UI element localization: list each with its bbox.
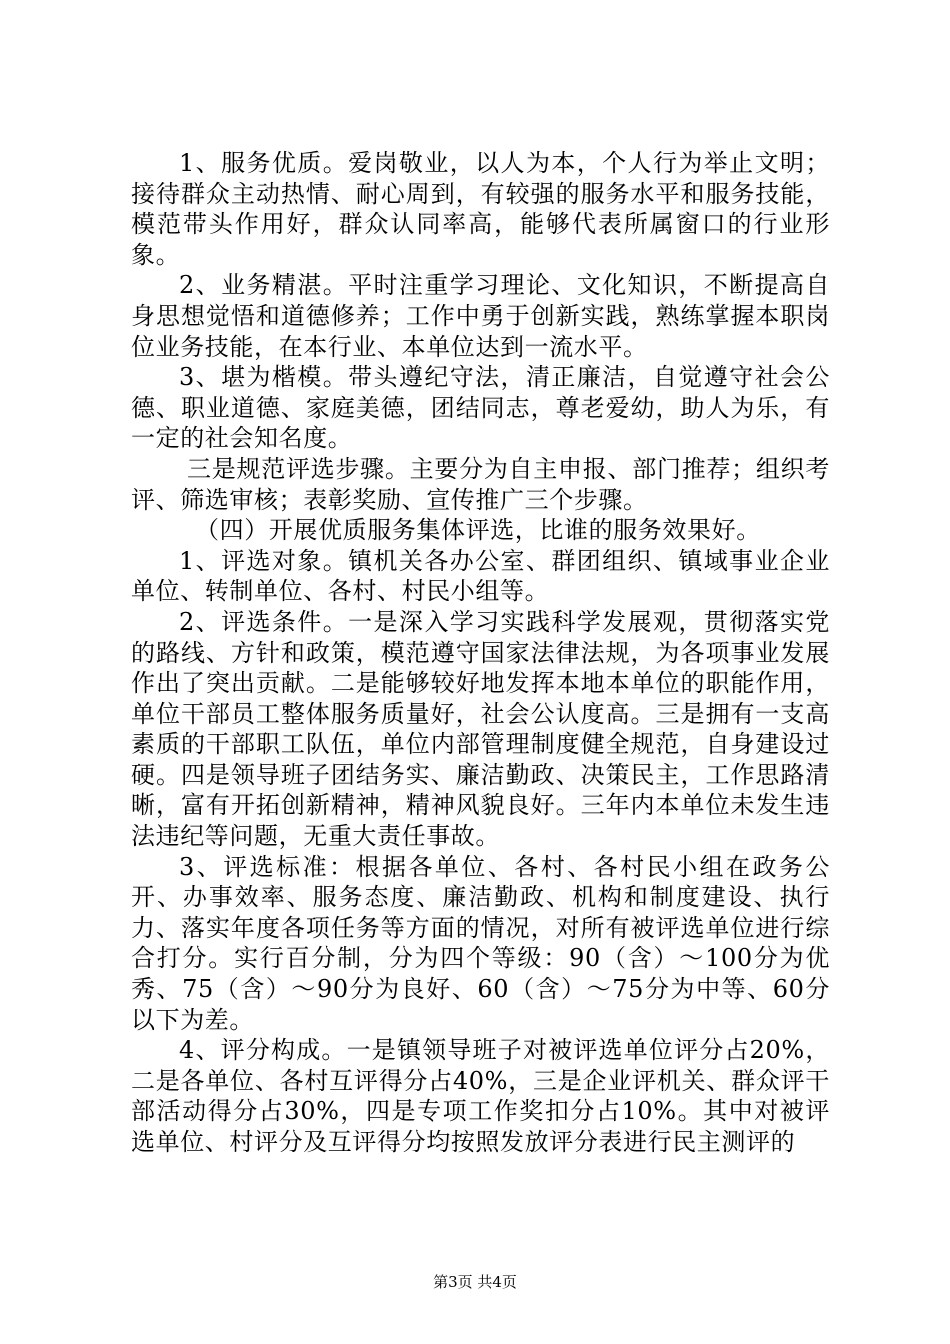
paragraph-selection-steps: 三是规范评选步骤。主要分为自主申报、部门推荐；组织考评、筛选审核；表彰奖励、宣传推广三个步骤。 xyxy=(131,454,830,514)
paragraph-role-model: 3、堪为楷模。带头遵纪守法，清正廉洁，自觉遵守社会公德、职业道德、家庭美德，团结同志，尊老爱幼，助人为乐，有一定的社会知名度。 xyxy=(131,363,830,453)
page-number-footer: 第3页 共4页 xyxy=(433,1273,517,1291)
paragraph-selection-conditions: 2、评选条件。一是深入学习实践科学发展观，贯彻落实党的路线、方针和政策，模范遵守国家法律法规，为各项事业发展作出了突出贡献。二是能够较好地发挥本地本单位的职能作用，单位干部员工整体服务质量好，社会公认度高。三是拥有一支高素质的干部职工队伍，单位内部管理制度健全规范，自身建设过硬。四是领导班子团结务实、廉洁勤政、决策民主，工作思路清晰，富有开拓创新精神，精神风貌良好。三年内本单位未发生违法违纪等问题，无重大责任事故。 xyxy=(131,607,830,851)
paragraph-score-composition: 4、评分构成。一是镇领导班子对被评选单位评分占20%，二是各单位、各村互评得分占40%，三是企业评机关、群众评干部活动得分占30%，四是专项工作奖扣分占10%。其中对被评选单位、村评分及互评得分均按照发放评分表进行民主测评的 xyxy=(131,1036,830,1156)
document-body xyxy=(131,148,830,1158)
paragraph-selection-standards: 3、评选标准：根据各单位、各村、各村民小组在政务公开、办事效率、服务态度、廉洁勤政、机构和制度建设、执行力、落实年度各项任务等方面的情况，对所有被评选单位进行综合打分。实行百分制，分为四个等级：90（含）～100分为优秀、75（含）～90分为良好、60（含）～75分为中等、60分以下为差。 xyxy=(131,852,830,1034)
paragraph-business-skill: 2、业务精湛。平时注重学习理论、文化知识，不断提高自身思想觉悟和道德修养；工作中勇于创新实践，熟练掌握本职岗位业务技能，在本行业、本单位达到一流水平。 xyxy=(131,271,830,361)
paragraph-service-quality: 1、服务优质。爱岗敬业，以人为本，个人行为举止文明；接待群众主动热情、耐心周到，有较强的服务水平和服务技能，模范带头作用好，群众认同率高，能够代表所属窗口的行业形象。 xyxy=(131,149,830,269)
section-heading-collective-selection: （四）开展优质服务集体评选，比谁的服务效果好。 xyxy=(195,516,761,545)
paragraph-selection-targets: 1、评选对象。镇机关各办公室、群团组织、镇域事业企业单位、转制单位、各村、村民小组等。 xyxy=(131,546,830,606)
